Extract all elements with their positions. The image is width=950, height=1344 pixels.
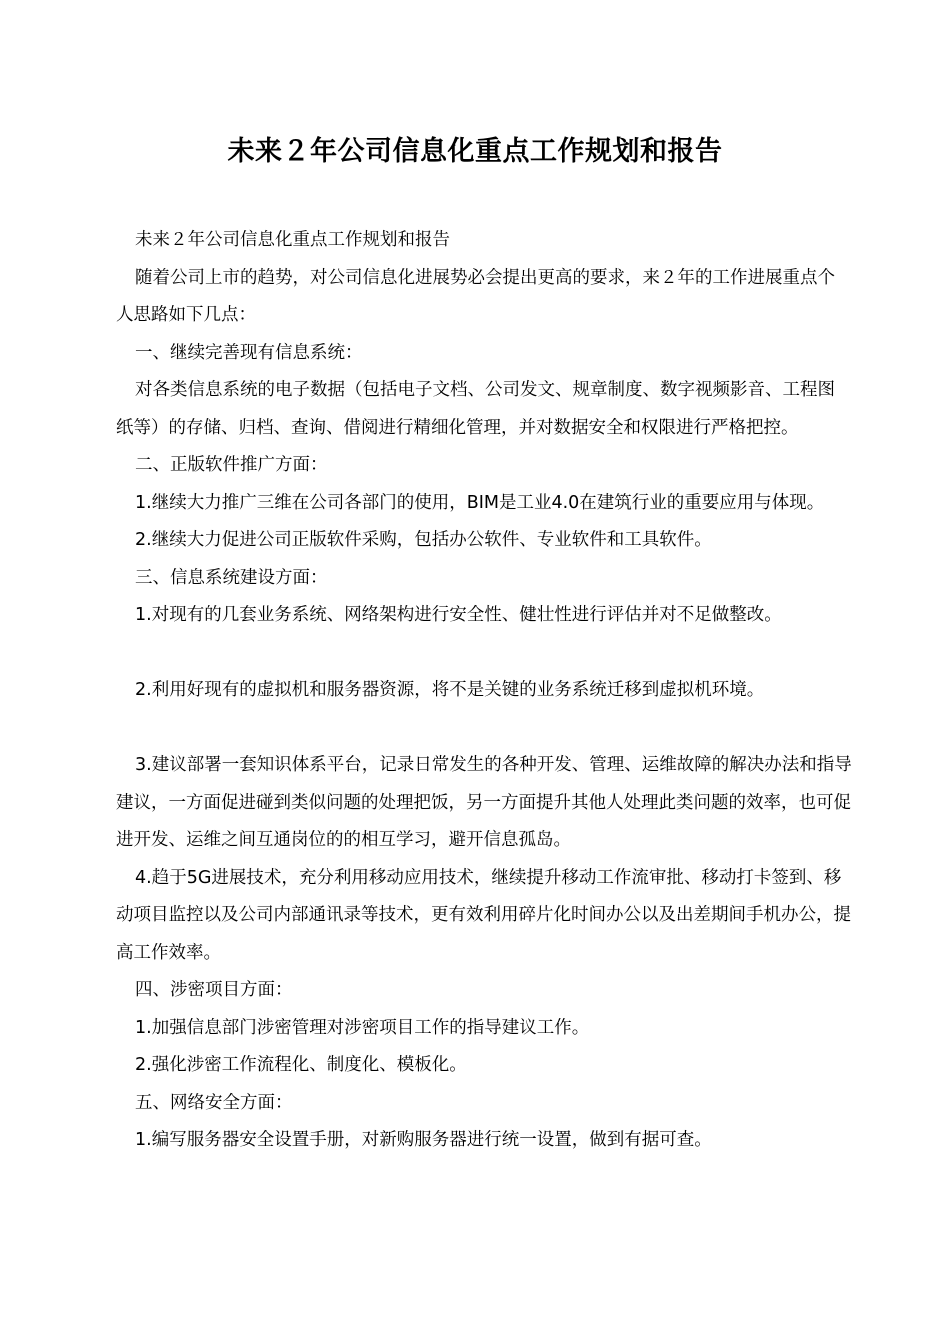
document-body	[116, 222, 852, 1160]
paragraph: 对各类信息系统的电子数据（包括电子文档、公司发文、规章制度、数字视频影音、工程图纸等）的存储、归档、查询、借阅进行精细化管理，并对数据安全和权限进行严格把控。	[116, 380, 835, 438]
list-item: 3.建议部署一套知识体系平台，记录日常发生的各种开发、管理、运维故障的解决办法和指导建议，一方面促进碰到类似问题的处理把饭，另一方面提升其他人处理此类问题的效率，也可促进开发、运维之间互通岗位的的相互学习，避开信息孤岛。	[116, 755, 852, 850]
section-heading: 一、继续完善现有信息系统：	[135, 342, 363, 363]
blank-line	[116, 710, 852, 748]
section-heading: 四、涉密项目方面：	[135, 980, 293, 1000]
list-item: 1.对现有的几套业务系统、网络架构进行安全性、健壮性进行评估并对不足做整改。	[135, 605, 782, 625]
list-item: 2.强化涉密工作流程化、制度化、模板化。	[135, 1055, 467, 1075]
list-item: 4.趋于5G进展技术，充分利用移动应用技术，继续提升移动工作流审批、移动打卡签到、移动项目监控以及公司内部通讯录等技术，更有效利用碎片化时间办公以及出差期间手机办公，提高工作效率。	[116, 867, 851, 963]
section-heading: 二、正版软件推广方面：	[135, 455, 328, 475]
list-item: 2.继续大力促进公司正版软件采购，包括办公软件、专业软件和工具软件。	[135, 530, 712, 550]
list-item: 1.编写服务器安全设置手册，对新购服务器进行统一设置，做到有据可查。	[135, 1130, 712, 1150]
section-heading: 五、网络安全方面：	[135, 1092, 293, 1113]
list-item: 1.继续大力推广三维在公司各部门的使用，BIM是工业4.0在建筑行业的重要应用与体现。	[135, 492, 825, 513]
document-title: 未来２年公司信息化重点工作规划和报告	[227, 136, 723, 167]
blank-line	[116, 635, 852, 673]
paragraph: 未来２年公司信息化重点工作规划和报告	[135, 230, 450, 250]
section-heading: 三、信息系统建设方面：	[135, 567, 328, 588]
list-item: 1.加强信息部门涉密管理对涉密项目工作的指导建议工作。	[135, 1017, 590, 1038]
paragraph: 随着公司上市的趋势，对公司信息化进展势必会提出更高的要求，来２年的工作进展重点个人思路如下几点：	[116, 267, 835, 325]
list-item: 2.利用好现有的虚拟机和服务器资源，将不是关键的业务系统迁移到虚拟机环境。	[135, 680, 765, 700]
